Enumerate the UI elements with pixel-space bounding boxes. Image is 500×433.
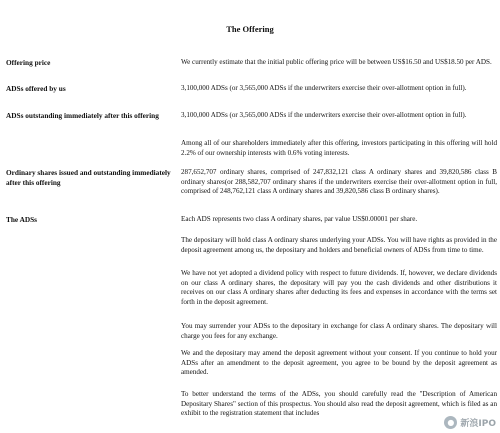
text-better-understand: To better understand the terms of the ADSs, you should carefully read the "Description of American Depositary Shares" section of this prospectus. You should also read the deposit agreement, which is filed as an exhibit to the registration statement that includes (181, 390, 497, 418)
wechat-icon: ● (444, 416, 457, 429)
label-ordinary-shares: Ordinary shares issued and outstanding immediately after this offering (6, 168, 171, 187)
text-ordinary-shares: 287,652,707 ordinary shares, comprised of 247,832,121 class A ordinary shares and 39,820,586 class B ordinary shares(or 288,582,707 ordinary shares if the underwriters exercise their over-allotment option in full, comprised of 248,762,121 class A ordinary shares and 39,820,586 class B ordinary shares). (181, 168, 497, 196)
text-surrender: You may surrender your ADSs to the depositary in exchange for class A ordinary shares. The depositary will charge you fees for any exchange. (181, 322, 497, 340)
label-offering-price: Offering price (6, 58, 51, 67)
text-dividend: We have not yet adopted a dividend policy with respect to future dividends. If, however, we declare dividends on our class A ordinary shares, the depositary will pay you the cash dividends and other distributions it receives on our class A ordinary shares after deducting its fees and expenses in accordance with the terms set forth in the deposit agreement. (181, 269, 497, 306)
section-title: The Offering (226, 24, 274, 34)
text-ads-offered: 3,100,000 ADSs (or 3,565,000 ADSs if the underwriters exercise their over-allotment option in full). (181, 84, 467, 92)
text-ads-outstanding: 3,100,000 ADSs (or 3,565,000 ADSs if the underwriters exercise their over-allotment option in full). (181, 111, 467, 119)
text-depositary: The depositary will hold class A ordinary shares underlying your ADSs. You will have rights as provided in the deposit agreement among us, the depositary and holders and beneficial owners of ADSs from time to time. (181, 236, 497, 254)
watermark (444, 416, 496, 429)
label-ads-outstanding: ADSs outstanding immediately after this offering (6, 111, 159, 120)
text-shareholders: Among all of our shareholders immediately after this offering, investors participating in this offering will hold 2.2% of our ownership interests with 0.6% voting interests. (181, 139, 497, 157)
text-ads-represents: Each ADS represents two class A ordinary shares, par value US$0.00001 per share. (181, 215, 418, 223)
label-ads-offered: ADSs offered by us (6, 84, 66, 93)
text-amend: We and the depositary may amend the deposit agreement without your consent. If you continue to hold your ADSs after an amendment to the deposit agreement, you agree to be bound by the deposit agreement as amended. (181, 349, 497, 377)
watermark-text: 新浪IPO (460, 419, 496, 429)
text-offering-price: We currently estimate that the initial public offering price will be between US$16.50 and US$18.50 per ADS. (181, 58, 492, 66)
label-the-adss: The ADSs (6, 215, 38, 224)
